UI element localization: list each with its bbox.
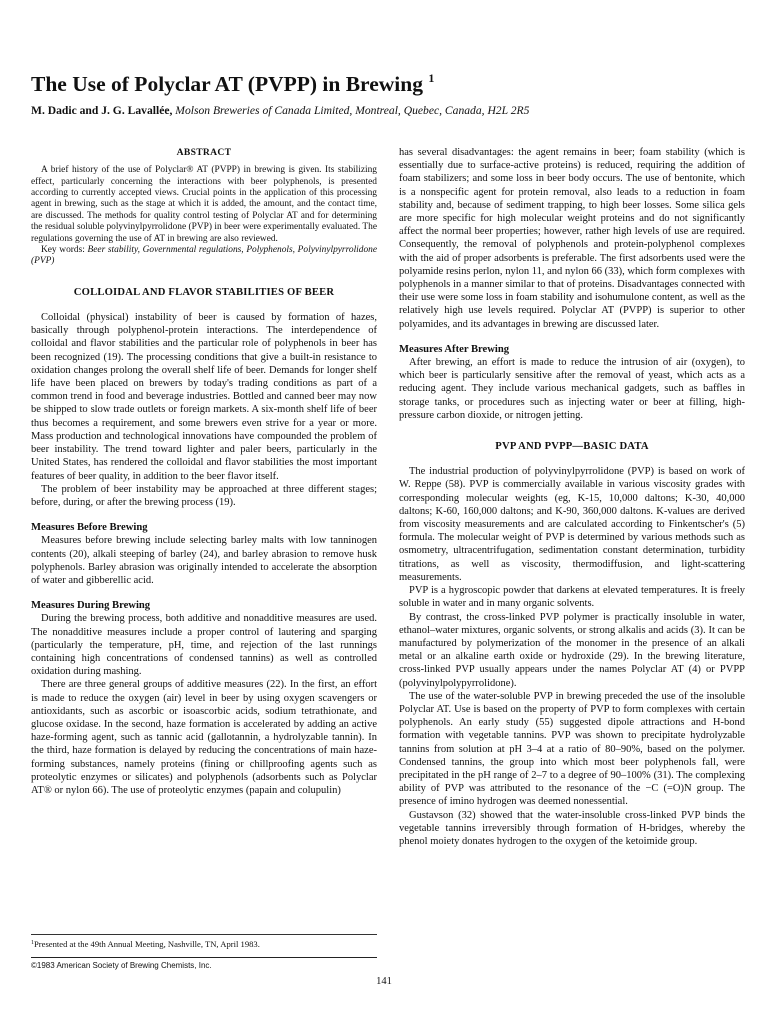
byline — [31, 103, 751, 119]
article-title — [31, 64, 751, 98]
footnote-mark: 1 — [31, 940, 34, 946]
abstract-heading: ABSTRACT — [176, 147, 232, 158]
paragraph-continued: has several disadvantages: the agent remains in beer; foam stability (which is essentially due to surface-active proteins) is reduced, requiring the addition of foam stabilizers; and some loss in beer body occurs. The use of bentonite, which is a nonspecific agent for protein removal, also leads to a reduction in foam stability and, because of sediment trapping, to high beer losses. Some silica gels are more specific for high molecular weight proteins and do not significantly affect the normal beer properties; however, rather high levels of use are required. Consequently, the removal of polyphenols and protein-polyphenol complexes with the aid of proper adsorbents is preferable. The first adsorbents used were the polyamide resins perlon, nylon 11, and nylon 66 (33), which form complexes with polyphenols in a manner similar to that of proteins. Disadvantages connected with their use were some loss in foam stability and isohumulone content, as well as the relatively high use levels required. Polyclar AT (PVPP) is superior to other polyamides, and its advantages in brewing are discussed later. — [399, 147, 745, 330]
right-column — [399, 146, 745, 848]
article-title-text: The Use of Polyclar AT (PVPP) in Brewing — [31, 72, 423, 96]
title-footnote-mark: 1 — [428, 71, 435, 85]
subsection-heading-before: Measures Before Brewing — [31, 522, 148, 534]
copyright: ©1983 American Society of Brewing Chemists, Inc. — [31, 957, 377, 971]
authors: M. Dadic and J. G. Lavallée, — [31, 104, 173, 117]
abstract-body: A brief history of the use of Polyclar® AT (PVPP) in brewing is given. Its stabilizing effect, particularly concerning the interactions with beer polyphenols, is presented according to currently accepted views. Crucial points in the application of this processing agent in brewing, such as the stage at which it is added, the amount, and the contact time, are discussed. The methods for quality control testing of Polyclar AT and for determining the residual soluble polyvinylpyrrolidone (PVP) in beer were experimentally evaluated. The regulations governing the use of AT in brewing are also reviewed. — [31, 165, 377, 244]
footnote-rule — [31, 934, 377, 935]
paragraph-colloidal-2: The problem of beer instability may be approached at three different stages; before, during, or after the brewing process (19). — [31, 483, 377, 508]
paragraph-during-2: There are three general groups of additive measures (22). In the first, an effort is made to reduce the oxygen (air) level in beer by using oxygen scavengers or antioxidants, such as ascorbic or isoascorbic acids, sodium tetrathionate, and glucose oxidase. In the second, haze formation is accelerated by adding an active haze-forming agent, such as tannic acid (gallotannin, a hydrolyzable tannin). In the third, haze formation is delayed by reducing the concentrations of main haze-forming substances, namely proteins (fining or chillproofing agents such as proteolytic enzymes or silicates) and polyphenols (adsorbents such as Polyclar AT® or nylon 66). The use of proteolytic enzymes (papain and colupulin) — [31, 679, 377, 796]
affiliation: Molson Breweries of Canada Limited, Montreal, Quebec, Canada, H2L 2R5 — [175, 104, 530, 117]
paragraph-before-1: Measures before brewing include selecting barley malts with low tanninogen contents (20), alkali steeping of barley (24), and barley abrasion to remove husk polyphenols. Barley abrasion was originally intended to accelerate the absorption of water and gibberellic acid. — [31, 535, 377, 586]
paragraph-pvp-2: PVP is a hygroscopic powder that darkens at elevated temperatures. It is freely soluble in water and in many organic solvents. — [399, 585, 745, 610]
paragraph-pvp-5: Gustavson (32) showed that the water-insoluble cross-linked PVP binds the vegetable tannins irreversibly through formation of H-bridges, whereby the phenol moiety donates hydrogen to the oxygen of the ketoimide group. — [399, 809, 745, 847]
subsection-heading-after: Measures After Brewing — [399, 343, 510, 355]
paragraph-pvp-3: By contrast, the cross-linked PVP polymer is practically insoluble in water, ethanol–water mixtures, organic solvents, or strong alkalis and acids (3). It can be manufactured by polymerization of the monomer in the presence of an alkali metal or an alkaline earth oxide or hydroxide (29). In the brewing literature, cross-linked PVP usually appears under the names Polyclar AT (4) or PVPP (polyvinylpolypyrrolidone). — [399, 611, 745, 689]
section-heading-pvp: PVP AND PVPP—BASIC DATA — [495, 441, 649, 453]
abstract — [31, 146, 377, 268]
footnote — [31, 938, 377, 950]
page-number: 141 — [376, 976, 392, 987]
subsection-heading-during: Measures During Brewing — [31, 600, 151, 612]
footnote-text: Presented at the 49th Annual Meeting, Nashville, TN, April 1983. — [34, 939, 260, 949]
section-heading-colloidal: COLLOIDAL AND FLAVOR STABILITIES OF BEER — [73, 286, 335, 298]
paragraph-during-1: During the brewing process, both additive and nonadditive measures are used. The nonadditive measures include a proper control of lautering and sparging (particularly the temperature, pH, time, and rejection of the last runnings containing high concentrations of condensed tannins) as well as controlled oxidation during mashing. — [31, 613, 377, 678]
paragraph-colloidal-1: Colloidal (physical) instability of beer is caused by formation of hazes, basically through polyphenol-protein interactions. The interdependence of colloidal and flavor stabilities and the particular role of polyphenols in beer has been recognized (19). The processing conditions that give a built-in resistance to oxidation changes prolong the overall shelf life of beer. Demands for longer shelf life have been placed on brewers by today's trading conditions as part of a common trend in food and beverage industries. Bottled and canned beer may now be shipped to slow trade outlets or foreign markets. A six-month shelf life of beer thus becomes a requirement, and some brewers even strive for a year or more. Mass production and technological innovations have compounded the problem of beer instability. The trend toward lighter and paler beers, particularly in the United States, has rendered the colloidal and flavor stabilities the most important features of beer quality, in addition to the beer flavor itself. — [31, 312, 377, 482]
paragraph-pvp-1: The industrial production of polyvinylpyrrolidone (PVP) is based on work of W. Reppe (58). PVP is commercially available in various viscosity grades with corresponding molecular weights (eg, K-15, 10,000 daltons; K-30, 40,000 daltons; K-60, 160,000 daltons; and K-90, 360,000 daltons. K-values are derived from viscosity measurements and are calculated according to Finkentscher's (5) formula. The molecular weight of PVP is determined by various methods such as osmometry, ultracentrifugation, sedimentation constant determination, turbidity titrations, as well as viscosity, thermodiffusion, and light-scattering measurements. — [399, 466, 745, 583]
keywords-label: Key words: — [41, 245, 85, 256]
abstract-keywords — [31, 245, 377, 268]
keywords: Beer stability, Governmental regulations, Polyphenols, Polyvinylpyrrolidone (PVP) — [31, 245, 378, 267]
paragraph-after-1: After brewing, an effort is made to reduce the intrusion of air (oxygen), to which beer is particularly sensitive after the removal of yeast, which acts as a reducing agent. They include various mechanical gadgets, such as baffles in storage tanks, or procedures such as injecting water or beer at filling, high-pressure carbon dioxide, or nitrogen jetting. — [399, 357, 745, 421]
left-column — [31, 146, 377, 797]
footnote-area — [31, 934, 377, 971]
paragraph-pvp-4: The use of the water-soluble PVP in brewing preceded the use of the insoluble Polyclar AT. Use is based on the property of PVP to form complexes with certain polyphenols. An early study (55) suggested dipole attractions and H-bond formation with vegetable tannins. PVP was shown to precipitate hydrolyzable tannins from solution at pH 3–4 at a ratio of 80–90%, based on the polymer. Condensed tannins, the group into which most beer polyphenols fall, were precipitated in the pH range of 2–7 to a degree of 90–100% (31). The complexing ability of PVP was attributed to the resonance of the −C (=O)N group. The presence of imino hydrogen was deemed nonessential. — [399, 690, 745, 808]
